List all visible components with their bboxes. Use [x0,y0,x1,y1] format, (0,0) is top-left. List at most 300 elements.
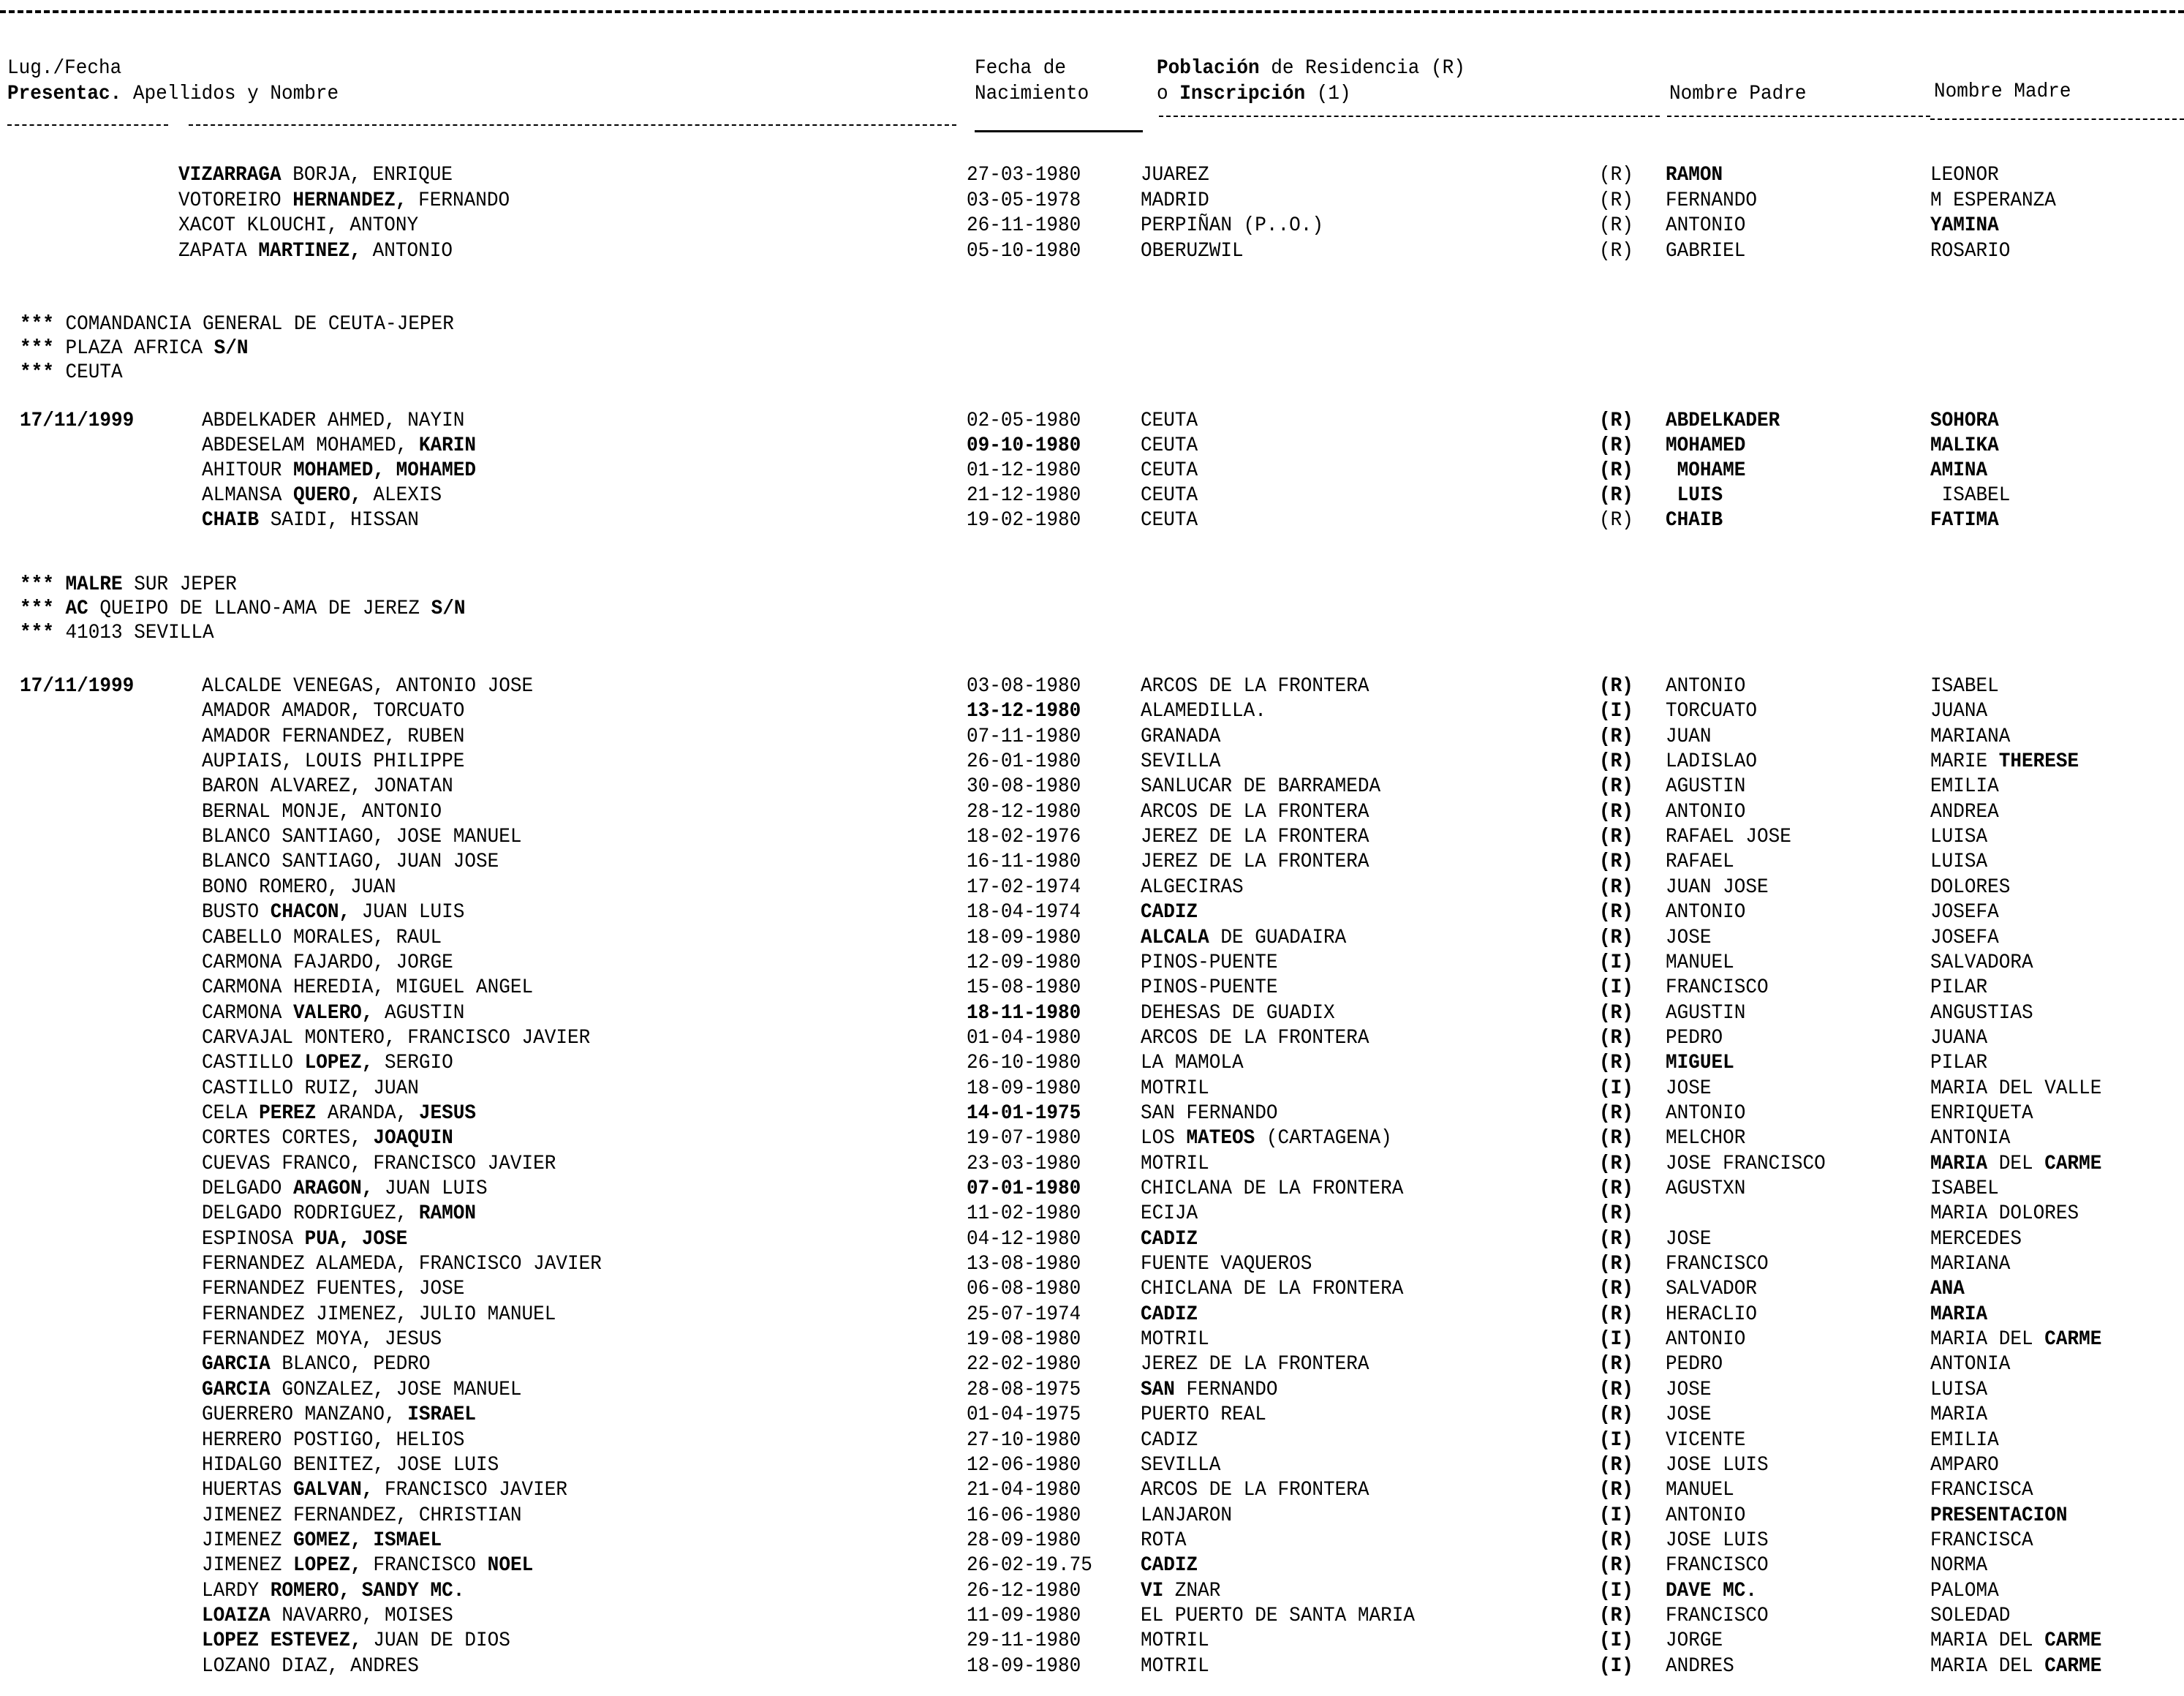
residence-type-tag-segment: (R) [1599,1002,1633,1025]
father-name-segment: ANTONIO [1666,901,1746,924]
person-name-segment: CHACON, [270,901,351,924]
birth-date [967,1629,1081,1653]
residence-place [1141,1253,1312,1276]
residence-place [1141,801,1369,824]
residence-type-tag-segment: (R) [1599,1202,1633,1225]
person-name-segment: JUAN DE DIOS [361,1629,510,1652]
mother-name-segment: M ESPERANZA [1930,189,2056,212]
father-name-segment: DAVE MC. [1666,1580,1758,1602]
residence-type-tag-segment: (R) [1599,509,1633,532]
mother-name-segment: PILAR [1930,1052,1988,1074]
mother-name-segment: AMINA [1930,459,1988,482]
person-name-segment: SAIDI, HISSAN [259,509,419,532]
residence-place-segment: ARCOS DE LA FRONTERA [1141,1479,1369,1501]
person-name-segment: LOPEZ, [304,1052,374,1074]
person-name [202,725,464,749]
mother-name [1930,851,1987,874]
residence-type-tag-segment: (R) [1599,1379,1633,1401]
person-name-segment: JIMENEZ [202,1529,294,1552]
residence-place [1141,826,1369,849]
birth-date-segment: 25-07-1974 [967,1303,1081,1326]
birth-date [967,801,1081,824]
birth-date [967,700,1081,723]
presentation-date [20,675,134,698]
residence-place [1141,951,1278,975]
mother-name-segment: MARIANA [1930,1253,2011,1275]
person-name-segment: CASTILLO [202,1052,305,1074]
father-name-segment: ANTONIO [1666,801,1746,823]
mother-name-segment: ANGUSTIAS [1930,1002,2033,1025]
residence-place [1141,1278,1403,1301]
father-name-segment: AGUSTIN [1666,775,1746,798]
mother-name-segment: MARIE [1930,750,1999,773]
father-name-segment: MANUEL [1666,1479,1734,1501]
address-line-segment: SUR JEPER [122,573,237,596]
residence-place-segment: ZNAR [1163,1580,1221,1602]
father-name [1666,1353,1723,1376]
mother-name [1930,976,1987,1000]
mother-name [1930,876,2010,900]
father-name [1666,901,1745,924]
person-name [202,1328,442,1352]
residence-place-segment: OBERUZWIL [1141,240,1244,263]
person-name-segment: SERGIO [373,1052,453,1074]
address-line-segment: 41013 SEVILLA [53,622,214,644]
birth-date [967,164,1081,187]
person-name [178,214,418,238]
residence-type-tag [1599,1429,1633,1452]
residence-place-segment: EL PUERTO DE SANTA MARIA [1141,1605,1416,1627]
birth-date-segment: 26-11-1980 [967,214,1081,237]
birth-date-segment: 26-01-1980 [967,750,1081,773]
residence-type-tag [1599,801,1633,824]
father-name [1666,700,1757,723]
father-name [1666,876,1769,900]
residence-type-tag [1599,240,1633,263]
address-line [20,337,249,361]
father-name [1666,214,1745,238]
father-name-segment: JOSE LUIS [1666,1454,1769,1477]
father-name [1666,1153,1826,1176]
residence-type-tag-segment: (I) [1599,1429,1633,1452]
father-name-segment: PEDRO [1666,1027,1723,1049]
address-line-segment: S/N [431,598,466,620]
residence-place-segment: JUAREZ [1141,164,1209,186]
header-fecha-de-segment: Fecha de [975,57,1067,80]
father-name [1666,851,1734,874]
father-name [1666,1027,1723,1050]
residence-place-segment: ALCALA [1141,927,1209,949]
address-line-segment [54,598,66,620]
birth-date-segment: 18-11-1980 [967,1002,1081,1025]
residence-type-tag-segment: (I) [1599,1077,1633,1100]
person-name-segment: FRANCISCO JAVIER [373,1479,568,1501]
mother-name [1930,1629,2101,1653]
father-name-segment: FRANCISCO [1666,1605,1769,1627]
birth-date-segment: 07-11-1980 [967,725,1081,748]
residence-place-segment: FUENTE VAQUEROS [1141,1253,1312,1275]
birth-date-segment: 02-05-1980 [967,410,1081,432]
residence-type-tag [1599,1580,1633,1603]
father-name-segment: JOSE [1666,1403,1712,1426]
father-name-segment: ANTONIO [1666,214,1746,237]
residence-type-tag-segment: (R) [1599,1303,1633,1326]
residence-place-segment: MOTRIL [1141,1328,1209,1351]
person-name-segment: VALERO, [293,1002,374,1025]
residence-place [1141,750,1220,774]
father-name-segment: AGUSTXN [1666,1177,1746,1200]
birth-date [967,1454,1081,1477]
presentation-date-segment: 17/11/1999 [20,410,135,432]
residence-type-tag-segment: (R) [1599,1102,1633,1125]
father-name [1666,240,1745,263]
mother-name-segment: ISABEL [1930,675,1999,698]
residence-type-tag [1599,1479,1633,1502]
person-name-segment: DELGADO [202,1177,294,1200]
birth-date-segment: 13-12-1980 [967,700,1081,723]
father-name [1666,675,1745,698]
mother-name-segment: JOSEFA [1930,901,1999,924]
birth-date [967,189,1081,213]
residence-type-tag [1599,1504,1633,1528]
birth-date [967,459,1081,483]
person-name-segment: GOMEZ, ISMAEL [293,1529,442,1552]
father-name [1666,1580,1757,1603]
person-name-segment: CARMONA FAJARDO, JORGE [202,951,453,974]
person-name-segment: NAVARRO, MOISES [270,1605,453,1627]
residence-place-segment: DE GUADAIRA [1209,927,1347,949]
mother-name [1930,951,2033,975]
residence-type-tag [1599,1253,1633,1276]
person-name [202,434,476,458]
mother-name-segment: MARIA [1930,1303,1988,1326]
residence-type-tag [1599,1328,1633,1352]
residence-type-tag [1599,1052,1633,1075]
residence-type-tag [1599,1629,1633,1653]
person-name-segment: LOPEZ ESTEVEZ, [202,1629,362,1652]
residence-type-tag-segment: (R) [1599,1153,1633,1175]
mother-name-segment: LEONOR [1930,164,1999,186]
residence-place-segment: ROTA [1141,1529,1187,1552]
person-name [202,1454,499,1477]
residence-place-segment: CADIZ [1141,1429,1198,1452]
person-name [202,484,442,508]
residence-type-tag-segment: (R) [1599,775,1633,798]
father-name-segment: CHAIB [1666,509,1723,532]
residence-place-segment: MATEOS [1186,1127,1255,1150]
father-name-segment: HERACLIO [1666,1303,1758,1326]
mother-name [1930,189,2056,213]
father-name-segment: AGUSTIN [1666,1002,1746,1025]
father-name-segment: RAFAEL JOSE [1666,826,1791,848]
father-name [1666,750,1757,774]
father-name-segment: ANTONIO [1666,1328,1746,1351]
mother-name-segment: ISABEL [1930,484,2011,507]
residence-type-tag [1599,1379,1633,1402]
mother-name-segment: LUISA [1930,1379,1988,1401]
residence-place [1141,1504,1232,1528]
header-rule-name [189,124,956,126]
residence-type-tag [1599,164,1633,187]
residence-type-tag-segment: (I) [1599,700,1633,723]
mother-name-segment: AMPARO [1930,1454,1999,1477]
residence-place-segment: CADIZ [1141,901,1198,924]
residence-place [1141,775,1380,799]
person-name [202,1278,464,1301]
father-name [1666,1429,1745,1452]
person-name-segment: HUERTAS [202,1479,294,1501]
person-name-segment: ARAGON, [293,1177,374,1200]
birth-date [967,1002,1081,1025]
mother-name-segment: MALIKA [1930,434,1999,457]
person-name-segment: AGUSTIN [373,1002,465,1025]
birth-date [967,951,1081,975]
person-name [202,509,419,532]
mother-name [1930,240,2010,263]
birth-date-segment: 18-09-1980 [967,927,1081,949]
address-line-segment: COMANDANCIA GENERAL DE CEUTA-JEPER [53,313,454,336]
birth-date-segment: 29-11-1980 [967,1629,1081,1652]
mother-name-segment: ANA [1930,1278,1965,1300]
residence-place [1141,700,1266,723]
father-name [1666,484,1723,508]
birth-date-segment: 30-08-1980 [967,775,1081,798]
person-name [202,951,453,975]
person-name-segment: FERNANDEZ MOYA, JESUS [202,1328,442,1351]
person-name [202,1629,510,1653]
residence-place [1141,1102,1278,1126]
father-name [1666,164,1723,187]
residence-type-tag [1599,1655,1633,1678]
person-name [202,1580,464,1603]
residence-type-tag [1599,1228,1633,1251]
residence-type-tag-segment: (R) [1599,901,1633,924]
person-name [202,700,464,723]
father-name [1666,1077,1712,1101]
person-name-segment: ZAPATA [178,240,259,263]
birth-date-segment: 01-12-1980 [967,459,1081,482]
header-nacimiento-segment: Nacimiento [975,83,1089,105]
mother-name-segment: ANTONIA [1930,1127,2011,1150]
birth-date [967,1605,1081,1628]
father-name-segment: MIGUEL [1666,1052,1734,1074]
residence-place [1141,1127,1392,1150]
birth-date [967,1027,1081,1050]
person-name [178,240,453,263]
address-line-segment: PLAZA AFRICA [53,337,214,360]
mother-name [1930,700,1987,723]
person-name [202,1253,602,1276]
residence-place-segment: JEREZ DE LA FRONTERA [1141,851,1369,873]
birth-date [967,1278,1081,1301]
mother-name [1930,1278,1965,1301]
person-name [202,750,464,774]
birth-date-segment: 09-10-1980 [967,434,1081,457]
birth-date [967,901,1081,924]
residence-place [1141,1629,1209,1653]
header-presentac-apellidos [7,83,339,106]
mother-name [1930,214,1999,238]
birth-date [967,484,1081,508]
birth-date-segment: 18-02-1976 [967,826,1081,848]
residence-place [1141,1202,1198,1226]
residence-type-tag [1599,775,1633,799]
residence-place [1141,189,1209,213]
person-name-segment: FRANCISCO [361,1554,488,1577]
residence-type-tag [1599,675,1633,698]
residence-place-segment: (CARTAGENA) [1255,1127,1392,1150]
father-name-segment: FERNANDO [1666,189,1758,212]
residence-place [1141,1454,1220,1477]
person-name-segment: GARCIA [202,1353,271,1376]
father-name [1666,1454,1769,1477]
mother-name-segment: ROSARIO [1930,240,2011,263]
father-name [1666,1554,1769,1578]
mother-name [1930,1580,1999,1603]
residence-type-tag-segment: (R) [1599,434,1633,457]
header-poblacion-segment: de Residencia (R) [1259,57,1465,80]
person-name-segment: AUPIAIS, LOUIS PHILIPPE [202,750,465,773]
residence-type-tag-segment: (R) [1599,1353,1633,1376]
person-name [202,775,453,799]
residence-type-tag [1599,1102,1633,1126]
residence-type-tag-segment: (R) [1599,675,1633,698]
mother-name [1930,1379,1987,1402]
mother-name [1930,1253,2010,1276]
header-nombre-padre [1669,83,1807,106]
person-name-segment: PEREZ [259,1102,317,1125]
person-name-segment: DELGADO RODRIGUEZ, [202,1202,419,1225]
residence-type-tag [1599,410,1633,433]
father-name [1666,1052,1734,1075]
residence-place [1141,876,1244,900]
father-name [1666,509,1723,532]
birth-date [967,1429,1081,1452]
person-name-segment: FERNANDEZ FUENTES, JOSE [202,1278,465,1300]
person-name-segment: VOTOREIRO [178,189,293,212]
person-name [202,927,442,950]
residence-place-segment: MADRID [1141,189,1209,212]
mother-name-segment: MARIA DEL [1930,1629,2045,1652]
header-poblacion [1157,57,1465,80]
mother-name [1930,1027,1987,1050]
birth-date-segment: 12-09-1980 [967,951,1081,974]
person-name-segment: GUERRERO MANZANO, [202,1403,408,1426]
birth-date [967,1479,1081,1502]
mother-name-segment: ANDREA [1930,801,1999,823]
person-name [202,876,396,900]
residence-place-segment: PERPIÑAN (P..O.) [1141,214,1324,237]
residence-type-tag-segment: (R) [1599,459,1633,482]
birth-date [967,1228,1081,1251]
person-name [202,901,464,924]
person-name-segment: PUA, JOSE [304,1228,408,1251]
residence-type-tag [1599,976,1633,1000]
residence-place [1141,240,1244,263]
father-name-segment: JUAN JOSE [1666,876,1769,899]
birth-date-segment: 01-04-1975 [967,1403,1081,1426]
person-name-segment: JUAN LUIS [350,901,465,924]
father-name [1666,459,1745,483]
person-name-segment: FERNANDEZ ALAMEDA, FRANCISCO JAVIER [202,1253,602,1275]
person-name-segment: VIZARRAGA [178,164,281,186]
person-name-segment: ISRAEL [407,1403,477,1426]
father-name-segment: LUIS [1666,484,1723,507]
header-fecha-de [975,57,1066,80]
mother-name [1930,434,1999,458]
person-name [202,1153,556,1176]
father-name [1666,1479,1734,1502]
residence-place-segment: JEREZ DE LA FRONTERA [1141,826,1369,848]
residence-type-tag-segment: (R) [1599,1479,1633,1501]
person-name-segment: GONZALEZ, JOSE MANUEL [270,1379,522,1401]
residence-type-tag-segment: (I) [1599,1504,1633,1527]
residence-type-tag-segment: (I) [1599,1580,1633,1602]
mother-name-segment: FATIMA [1930,509,1999,532]
residence-type-tag [1599,1177,1633,1201]
mother-name-segment: ENRIQUETA [1930,1102,2033,1125]
father-name-segment: JOSE LUIS [1666,1529,1769,1552]
person-name [202,1403,476,1427]
birth-date [967,1328,1081,1352]
residence-type-tag-segment: (R) [1599,484,1633,507]
mother-name-segment: EMILIA [1930,775,1999,798]
mother-name [1930,927,1999,950]
person-name-segment: HERRERO POSTIGO, HELIOS [202,1429,465,1452]
birth-date [967,1580,1081,1603]
father-name-segment: VICENTE [1666,1429,1746,1452]
header-nombre-padre-segment: Nombre Padre [1669,83,1807,105]
residence-place-segment: MOTRIL [1141,1655,1209,1678]
person-name-segment: LOAIZA [202,1605,271,1627]
residence-type-tag [1599,189,1633,213]
father-name-segment: MELCHOR [1666,1127,1746,1150]
birth-date [967,1655,1081,1678]
person-name-segment: JESUS [418,1102,477,1125]
mother-name-segment: ISABEL [1930,1177,1999,1200]
father-name [1666,1403,1712,1427]
presentation-date-segment: 17/11/1999 [20,675,135,698]
residence-type-tag-segment: (R) [1599,1605,1633,1627]
residence-type-tag [1599,927,1633,950]
residence-type-tag [1599,1353,1633,1376]
header-inscripcion-segment: Inscripción [1179,83,1306,105]
person-name [202,801,442,824]
residence-type-tag-segment: (R) [1599,189,1633,212]
father-name [1666,1629,1723,1653]
residence-type-tag [1599,1529,1633,1553]
birth-date [967,1529,1081,1553]
birth-date [967,410,1081,433]
father-name-segment: JORGE [1666,1629,1723,1652]
birth-date [967,851,1081,874]
residence-type-tag-segment: (R) [1599,1253,1633,1275]
mother-name-segment: NORMA [1930,1554,1988,1577]
mother-name-segment: PRESENTACION [1930,1504,2068,1527]
mother-name [1930,826,1987,849]
header-presentac-apellidos-segment: Apellidos y Nombre [121,83,339,105]
residence-type-tag [1599,700,1633,723]
residence-place [1141,927,1346,950]
header-poblacion-segment: Población [1157,57,1260,80]
mother-name [1930,1077,2101,1101]
mother-name [1930,1303,1987,1327]
father-name-segment: ANTONIO [1666,1504,1746,1527]
birth-date-segment: 04-12-1980 [967,1228,1081,1251]
person-name-segment: BONO ROMERO, JUAN [202,876,396,899]
mother-name [1930,1177,1999,1201]
father-name [1666,725,1712,749]
